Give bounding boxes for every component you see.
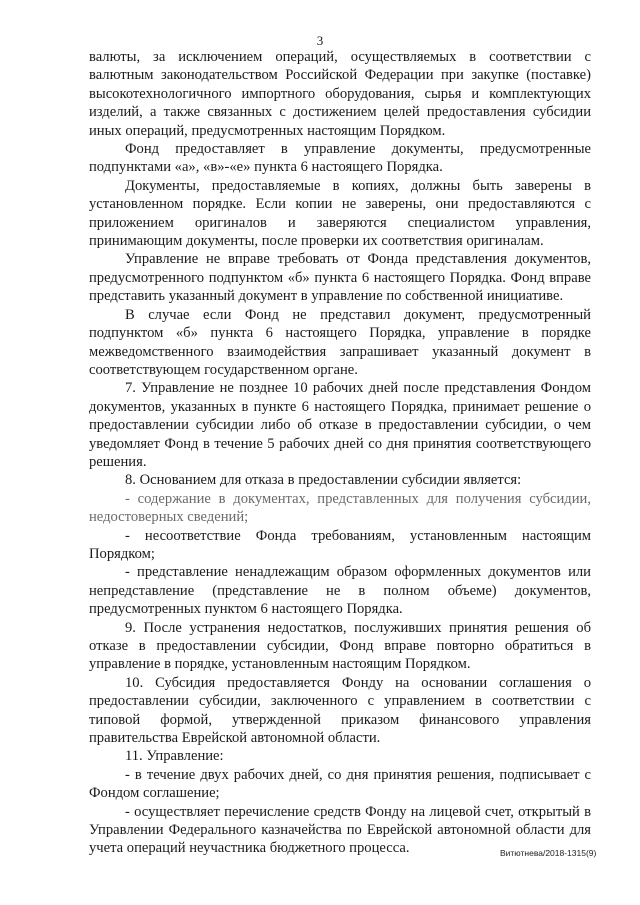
document-body: [89, 48, 591, 858]
page-number: 3: [316, 33, 324, 48]
list-item-improper-documents: - представление ненадлежащим образом оформленных документов или непредставление (представление не в полном объеме) документов, предусмотренных пунктом 6 настоящего Порядка.: [89, 564, 591, 618]
paragraph-fund-documents: Фонд предоставляет в управление документы, предусмотренные подпунктами «а», «в»-«е» пункта 6 настоящего Порядка.: [89, 141, 591, 176]
document-footer-code: Витютнева/2018-1315(9): [500, 848, 597, 858]
paragraph-currency-continuation: валюты, за исключением операций, осуществляемых в соответствии с валютным законодательством Российской Федерации при закупке (поставке) высокотехнологичного импортного оборудования, сырья и комплектующих изделий, а также связанных с достижением целей предоставления субсидии иных операций, предусмотренных настоящим Порядком.: [89, 49, 591, 139]
paragraph-copies-certification: Документы, предоставляемые в копиях, должны быть заверены в установленном порядке. Если копии не заверены, они предоставляются с приложением оригиналов и заверяются специалистом управления, принимающим документы, после проверки их соответствия оригиналам.: [89, 177, 591, 250]
list-item-nonconformity: - несоответствие Фонда требованиям, установленным настоящим Порядком;: [89, 527, 591, 562]
paragraph-management-not-entitled: Управление не вправе требовать от Фонда представления документов, предусмотренного подпунктом «б» пункта 6 настоящего Порядка. Фонд вправе представить указанный документ в управление по собственной инициативе.: [89, 251, 591, 305]
paragraph-item-7: 7. Управление не позднее 10 рабочих дней после представления Фондом документов, указанных в пункте 6 настоящего Порядка, принимает решение о предоставлении субсидии либо об отказе в предоставлении субсидии, о чем уведомляет Фонд в течение 5 рабочих дней со дня принятия соответствующего решения.: [89, 380, 591, 470]
list-item-unreliable-info: - содержание в документах, представленных для получения субсидии, недостоверных сведений;: [89, 490, 591, 526]
paragraph-interagency-request: В случае если Фонд не представил документ, предусмотренный подпунктом «б» пункта 6 настоящего Порядка, управление в порядке межведомственного взаимодействия запрашивает указанный документ в соответствующем государственном органе.: [89, 306, 591, 378]
paragraph-item-10: 10. Субсидия предоставляется Фонду на основании соглашения о предоставлении субсидии, заключенного с управлением в соответствии с типовой формой, утвержденной приказом финансового управления правительства Еврейской автономной области.: [89, 674, 591, 747]
paragraph-item-11: 11. Управление:: [125, 748, 224, 765]
list-item-transfer-funds: - осуществляет перечисление средств Фонду на лицевой счет, открытый в Управлении Федерального казначейства по Еврейской автономной области для учета операций неучастника бюджетного процесса.: [89, 803, 591, 857]
paragraph-item-8: 8. Основанием для отказа в предоставлении субсидии является:: [125, 472, 522, 489]
list-item-sign-agreement: - в течение двух рабочих дней, со дня принятия решения, подписывает с Фондом соглашение;: [89, 766, 591, 802]
paragraph-item-9: 9. После устранения недостатков, послуживших принятия решения об отказе в предоставлении субсидии, Фонд вправе повторно обратиться в управление в порядке, установленным настоящим Порядком.: [89, 619, 591, 673]
